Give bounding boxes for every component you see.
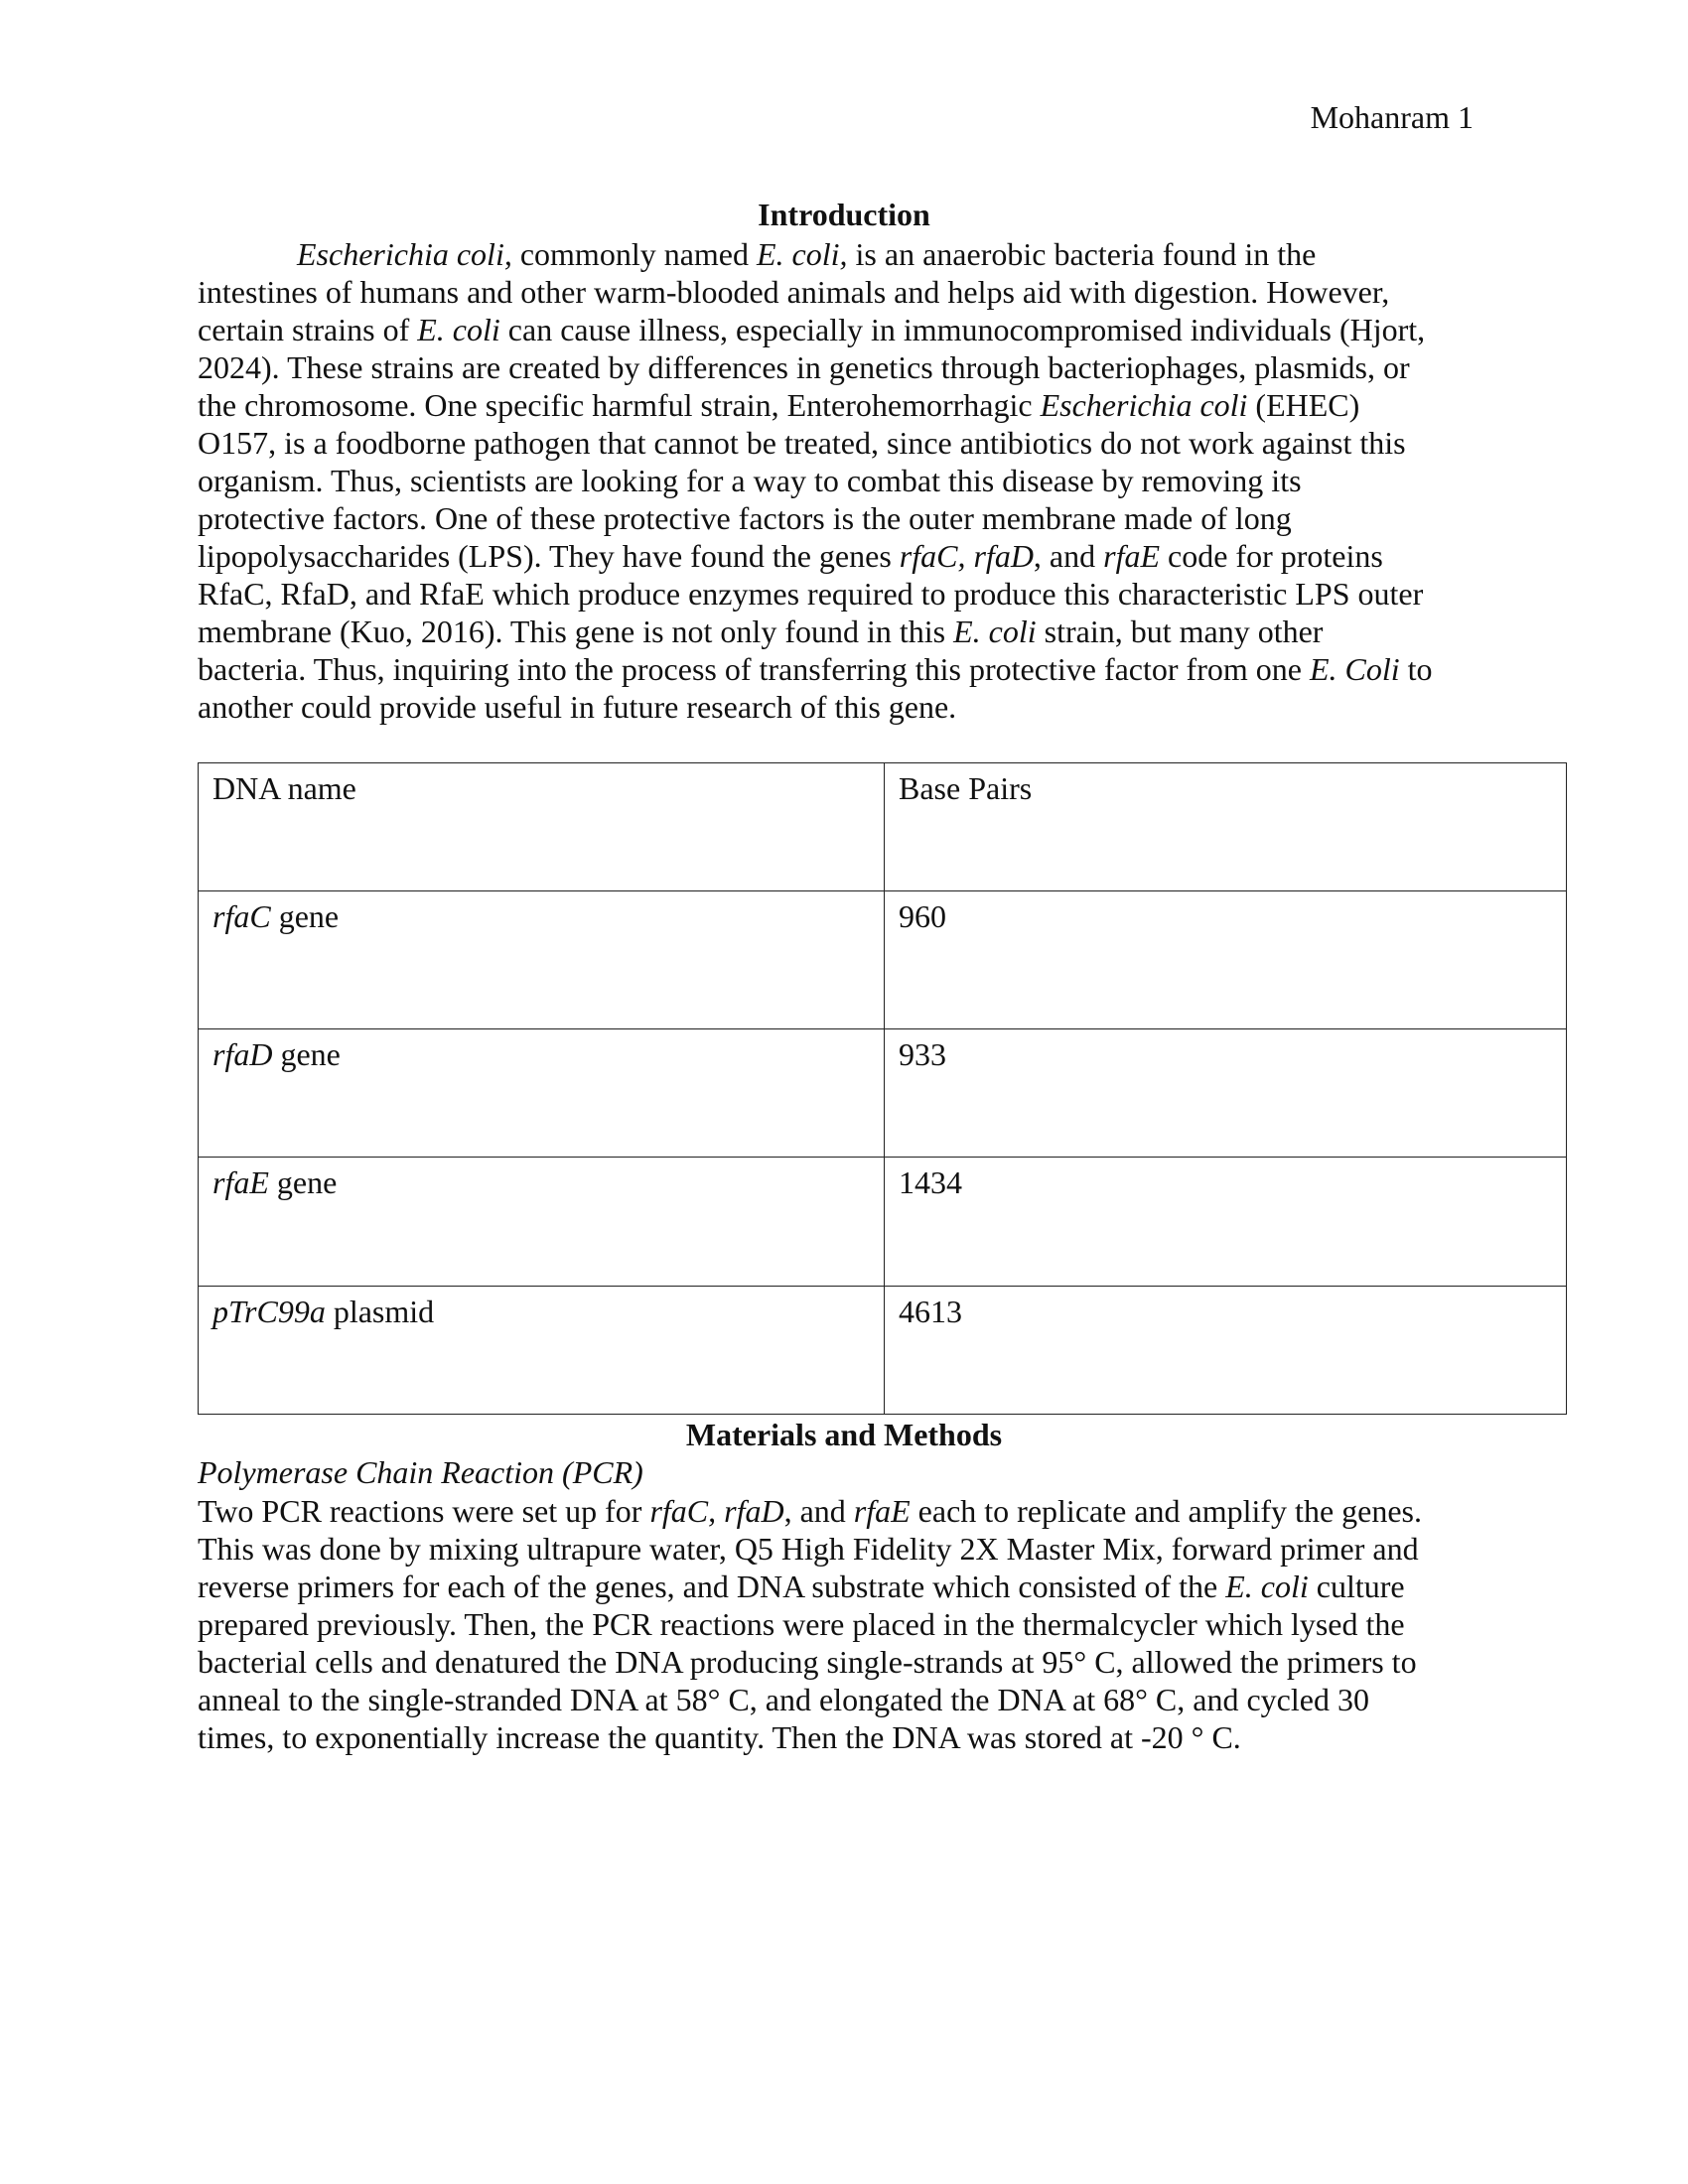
text-line	[198, 650, 1433, 688]
table-row	[199, 1029, 1567, 1158]
text: to	[1399, 651, 1433, 687]
table-row	[199, 1158, 1567, 1287]
gene-name: rfaD	[212, 1036, 273, 1072]
dna-table	[198, 762, 1567, 1415]
running-head: Mohanram 1	[1310, 99, 1474, 135]
italic-text: E. coli,	[757, 236, 848, 272]
gene-type: plasmid	[325, 1294, 435, 1329]
base-pairs-cell: 933	[885, 1029, 1567, 1158]
text-line	[297, 235, 1316, 273]
text-line	[198, 273, 1389, 311]
text: code for proteins	[1160, 538, 1383, 574]
text: membrane (Kuo, 2016). This gene is not only found in this	[198, 614, 954, 649]
base-pairs-cell: 1434	[885, 1158, 1567, 1287]
text: 2024). These strains are created by differences in genetics through bacteriophages, plasmids, or	[198, 349, 1410, 385]
dna-name-cell	[199, 891, 885, 1029]
text-line	[198, 348, 1410, 386]
italic-text: E. Coli	[1309, 651, 1400, 687]
italic-text: E. coli	[417, 312, 500, 347]
text-line	[198, 1530, 1419, 1568]
gene-type: gene	[270, 898, 340, 934]
italic-text: rfaE	[853, 1493, 911, 1529]
text: times, to exponentially increase the quantity. Then the DNA was stored at -20 ° C.	[198, 1719, 1241, 1755]
text: strain, but many other	[1036, 614, 1324, 649]
text: O157, is a foodborne pathogen that cannot be treated, since antibiotics do not work against this	[198, 425, 1406, 461]
text: culture	[1308, 1569, 1405, 1604]
italic-text: rfaC, rfaD	[899, 538, 1034, 574]
text-line	[198, 424, 1406, 462]
text: organism. Thus, scientists are looking for a way to combat this disease by removing its	[198, 463, 1302, 498]
text: (EHEC)	[1247, 387, 1360, 423]
table-row	[199, 1287, 1567, 1415]
italic-text: E. coli	[953, 614, 1037, 649]
dna-name-cell	[199, 1158, 885, 1287]
base-pairs-cell: 4613	[885, 1287, 1567, 1415]
text: commonly named	[511, 236, 757, 272]
text-line	[198, 311, 1425, 348]
text: the chromosome. One specific harmful strain, Enterohemorrhagic	[198, 387, 1041, 423]
text-line	[198, 613, 1323, 650]
text: certain strains of	[198, 312, 418, 347]
italic-text: rfaE	[1103, 538, 1161, 574]
text: bacterial cells and denatured the DNA producing single-strands at 95° C, allowed the primers to	[198, 1644, 1417, 1680]
text: This was done by mixing ultrapure water, Q5 High Fidelity 2X Master Mix, forward primer and	[198, 1531, 1419, 1567]
text: anneal to the single-stranded DNA at 58° C, and elongated the DNA at 68° C, and cycled 30	[198, 1682, 1369, 1717]
text: , and	[1033, 538, 1104, 574]
text: each to replicate and amplify the genes.	[910, 1493, 1422, 1529]
text-line	[198, 1492, 1422, 1530]
text: lipopolysaccharides (LPS). They have found the genes	[198, 538, 900, 574]
text: can cause illness, especially in immunocompromised individuals (Hjort,	[499, 312, 1426, 347]
italic-text: rfaC, rfaD	[649, 1493, 784, 1529]
gene-name: rfaE	[212, 1164, 269, 1200]
pcr-subheading: Polymerase Chain Reaction (PCR)	[198, 1454, 643, 1490]
text: another could provide useful in future research of this gene.	[198, 689, 957, 725]
text-line	[198, 1681, 1369, 1718]
plasmid-name: pTrC99a	[212, 1294, 326, 1329]
methods-heading: Materials and Methods	[685, 1417, 1003, 1452]
text: is an anaerobic bacteria found in the	[847, 236, 1317, 272]
italic-text: Escherichia coli	[1040, 387, 1248, 423]
text: intestines of humans and other warm-blooded animals and helps aid with digestion. However,	[198, 274, 1390, 310]
text-line	[198, 1643, 1417, 1681]
introduction-heading: Introduction	[758, 197, 930, 232]
table-row	[199, 891, 1567, 1029]
gene-type: gene	[268, 1164, 338, 1200]
gene-type: gene	[272, 1036, 341, 1072]
text-line	[198, 386, 1359, 424]
table-header-row	[199, 763, 1567, 891]
text-line	[198, 1605, 1405, 1643]
italic-text: Escherichia coli,	[297, 236, 512, 272]
text: Two PCR reactions were set up for	[198, 1493, 650, 1529]
text-line	[198, 499, 1292, 537]
dna-name-cell	[199, 1287, 885, 1415]
text-line	[198, 1718, 1241, 1756]
header-cell: DNA name	[199, 763, 885, 891]
italic-text: E. coli	[1225, 1569, 1309, 1604]
dna-name-cell	[199, 1029, 885, 1158]
text-line	[198, 462, 1302, 499]
text: protective factors. One of these protective factors is the outer membrane made of long	[198, 500, 1292, 536]
text: reverse primers for each of the genes, and DNA substrate which consisted of the	[198, 1569, 1226, 1604]
text: bacteria. Thus, inquiring into the process of transferring this protective factor from one	[198, 651, 1310, 687]
text: RfaC, RfaD, and RfaE which produce enzymes required to produce this characteristic LPS outer	[198, 576, 1424, 612]
text-line	[198, 688, 956, 726]
header-cell: Base Pairs	[885, 763, 1567, 891]
text: , and	[783, 1493, 854, 1529]
base-pairs-cell: 960	[885, 891, 1567, 1029]
text: prepared previously. Then, the PCR reactions were placed in the thermalcycler which lysed the	[198, 1606, 1405, 1642]
gene-name: rfaC	[212, 898, 271, 934]
text-line	[198, 575, 1423, 613]
text-line	[198, 1568, 1405, 1605]
text-line	[198, 537, 1383, 575]
